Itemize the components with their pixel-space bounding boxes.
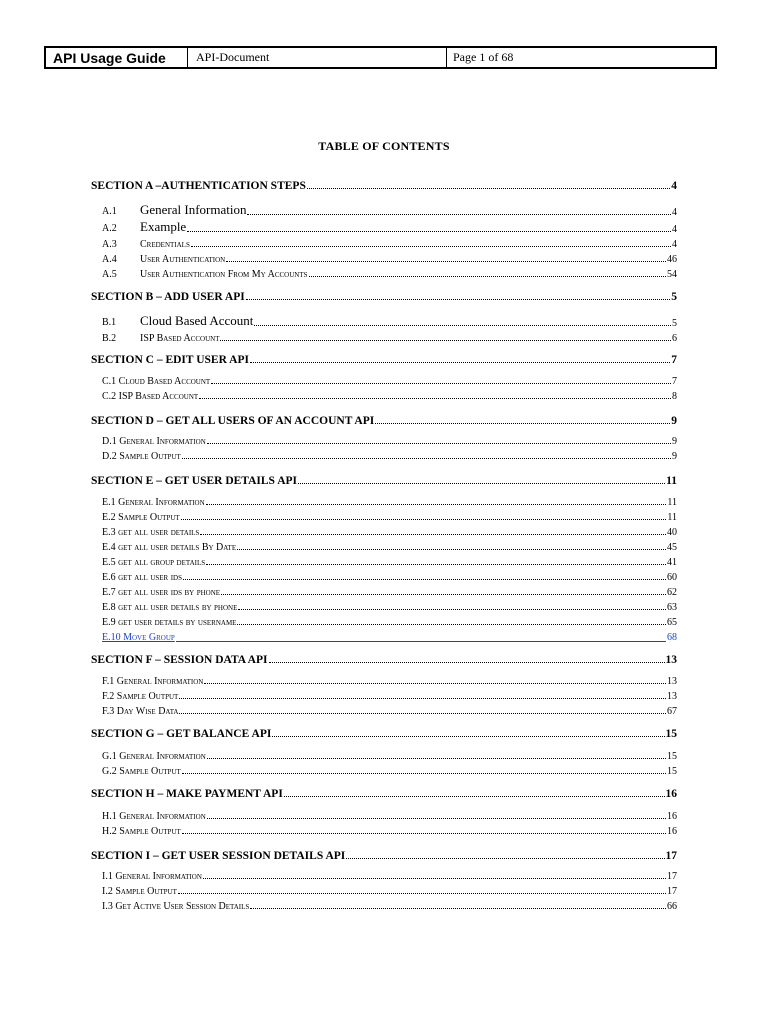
toc-entry-text [102,587,220,598]
toc-section-row[interactable] [91,287,677,303]
toc-entry-text [102,202,246,218]
toc-dot-leader [250,908,666,909]
toc-entry-number: B.2 [102,333,117,344]
toc-section-label: SECTION F – SESSION DATA API [91,654,268,666]
toc-entry-text [102,602,237,613]
toc-entry-row[interactable] [102,763,677,777]
toc-entry-label: D.1 General Information [102,436,206,447]
toc-entry-text [102,376,210,387]
toc-entry-page: 63 [667,602,677,613]
toc-section-page: 13 [665,654,677,666]
toc-section-label: SECTION A –AUTHENTICATION STEPS [91,180,306,192]
toc-entry-page: 54 [667,269,677,280]
toc-entry-text [102,886,177,897]
toc-entry-row[interactable] [102,808,677,822]
toc-entry-row[interactable] [102,266,677,280]
toc-entry-page: 8 [672,391,677,402]
toc-dot-leader [178,893,666,894]
toc-section-row[interactable] [91,846,677,862]
toc-entry-number: A.2 [102,223,117,234]
toc-entry-label: ISP Based Account [140,333,220,344]
toc-entry-number: A.5 [102,269,117,280]
toc-dot-leader [237,549,666,550]
toc-entry-page: 4 [672,224,677,235]
toc-dot-leader [183,579,666,580]
toc-entry-number: B.1 [102,317,117,328]
doc-type: API-Document [188,48,447,67]
toc-entry-label: E.6 get all user ids [102,572,182,583]
toc-section-page: 4 [671,180,677,192]
toc-entry-row[interactable] [102,584,677,598]
toc-entry-row[interactable] [102,509,677,523]
toc-entry-page: 16 [667,826,677,837]
toc-entry-page: 46 [667,254,677,265]
toc-entry-row[interactable] [102,494,677,508]
toc-heading: TABLE OF CONTENTS [318,139,450,153]
toc-section-page: 15 [665,728,677,740]
toc-dot-leader [206,564,666,565]
toc-entry-row[interactable] [102,599,677,613]
toc-entry-text [102,512,180,523]
toc-entry-label: F.3 Day Wise Data [102,706,179,717]
toc-dot-leader [191,246,671,247]
toc-entry-page: 60 [667,572,677,583]
toc-entry-label: E.10 Move Group [102,632,175,643]
toc-entry-label: E.1 General Information [102,497,205,508]
toc-entry-text [102,313,253,329]
toc-dot-leader [211,383,671,384]
toc-section-row[interactable] [91,176,677,192]
toc-entry-page: 4 [672,239,677,250]
toc-section-label: SECTION G – GET BALANCE API [91,728,272,740]
toc-entry-text [102,391,198,402]
toc-entry-text [102,436,206,447]
toc-entry-row[interactable] [102,388,677,402]
toc-dot-leader [179,698,666,699]
toc-entry-row[interactable] [102,448,677,462]
toc-entry-label: C.1 Cloud Based Account [102,376,211,387]
toc-section-page: 7 [671,354,677,366]
toc-entry-row[interactable] [102,433,677,447]
toc-entry-text [102,542,236,553]
toc-dot-leader [309,276,666,277]
toc-entry-row[interactable] [102,868,677,882]
toc-dot-leader [247,214,671,215]
toc-entry-row[interactable] [102,202,677,218]
toc-entry-row[interactable] [102,330,677,344]
toc-dot-leader [269,662,665,663]
toc-section-label: SECTION D – GET ALL USERS OF AN ACCOUNT API [91,415,375,427]
toc-entry-page: 40 [667,527,677,538]
toc-dot-leader [284,796,665,797]
toc-entry-page: 11 [667,497,677,508]
toc-dot-leader [226,261,666,262]
toc-entry-page: 17 [667,886,677,897]
toc-dot-leader [203,878,666,879]
toc-section-page: 5 [671,291,677,303]
toc-entry-label: E.8 get all user details by phone [102,602,238,613]
toc-entry-text [102,239,190,250]
toc-dot-leader [200,534,666,535]
toc-entry-page: 9 [672,451,677,462]
toc-entry-text [102,706,178,717]
toc-entry-text [102,826,181,837]
toc-entry-text [102,527,199,538]
toc-entry-row[interactable] [102,554,677,568]
toc-dot-leader [207,758,666,759]
toc-entry-text [102,451,181,462]
toc-entry-row[interactable] [102,688,677,702]
page-header [44,46,717,69]
toc-entry-number: A.3 [102,239,117,250]
toc-entry-row[interactable] [102,748,677,762]
toc-section-label: SECTION B – ADD USER API [91,291,245,303]
toc-entry-label: H.1 General Information [102,811,206,822]
toc-dot-leader [237,624,666,625]
toc-entry-label: Example [140,219,187,234]
toc-dot-leader [307,188,670,189]
toc-dot-leader [238,609,666,610]
toc-entry-label: I.2 Sample Output [102,886,177,897]
toc-dot-leader [182,458,671,459]
toc-entry-text [102,676,203,687]
toc-entry-text [102,632,175,643]
toc-entry-text [102,219,186,235]
toc-entry-text [102,617,236,628]
toc-entry-page: 5 [672,318,677,329]
toc-entry-text [102,811,206,822]
toc-entry-row[interactable] [102,313,677,329]
toc-section-page: 9 [671,415,677,427]
doc-title: API Usage Guide [46,48,188,67]
toc-entry-page: 15 [667,751,677,762]
toc-dot-leader [199,398,671,399]
toc-entry-label: Cloud Based Account [140,313,254,328]
toc-entry-label: G.2 Sample Output [102,766,181,777]
toc-dot-leader [182,833,666,834]
toc-entry-label: E.5 get all group details [102,557,206,568]
toc-entry-label: F.1 General Information [102,676,204,687]
toc-entry-text [102,497,205,508]
toc-entry-number: A.4 [102,254,117,265]
toc-dot-leader [207,443,671,444]
toc-section-row[interactable] [91,784,677,800]
toc-entry-number: A.1 [102,206,117,217]
toc-entry-label: E.7 get all user ids by phone [102,587,221,598]
toc-dot-leader [346,858,664,859]
toc-section-label: SECTION E – GET USER DETAILS API [91,475,298,487]
toc-entry-text [102,269,308,280]
toc-section-label: SECTION I – GET USER SESSION DETAILS API [91,850,346,862]
toc-dot-leader [182,773,666,774]
toc-entry-page: 65 [667,617,677,628]
toc-section-page: 17 [665,850,677,862]
toc-entry-text [102,691,178,702]
toc-section-page: 16 [665,788,677,800]
toc-dot-leader [375,423,670,424]
toc-entry-page: 16 [667,811,677,822]
toc-dot-leader [221,594,666,595]
toc-dot-leader [187,231,671,232]
toc-section-row[interactable] [91,471,677,487]
toc-entry-page: 7 [672,376,677,387]
toc-entry-row[interactable] [102,823,677,837]
toc-entry-label: I.3 Get Active User Session Details [102,901,250,912]
toc-entry-row[interactable] [102,898,677,912]
toc-entry-page: 62 [667,587,677,598]
toc-entry-page: 11 [667,512,677,523]
page-number: Page 1 of 68 [453,50,514,64]
toc-entry-page: 4 [672,207,677,218]
toc-entry-label: E.9 get user details by username [102,617,237,628]
toc-entry-page: 13 [667,691,677,702]
toc-section-row[interactable] [91,411,677,427]
toc-dot-leader [176,641,666,642]
toc-entry-text [102,901,249,912]
toc-entry-row[interactable] [102,539,677,553]
toc-entry-text [102,871,202,882]
toc-dot-leader [250,362,670,363]
toc-entry-page: 17 [667,871,677,882]
toc-entry-label: E.2 Sample Output [102,512,180,523]
toc-entry-page: 9 [672,436,677,447]
toc-entry-page: 6 [672,333,677,344]
toc-entry-row[interactable] [102,251,677,265]
toc-entry-text [102,751,206,762]
toc-section-page: 11 [666,475,677,487]
toc-entry-text [102,254,225,265]
toc-entry-row[interactable] [102,569,677,583]
toc-dot-leader [254,325,671,326]
toc-entry-label: Credentials [140,239,190,250]
toc-entry-row[interactable] [102,883,677,897]
toc-entry-text [102,572,182,583]
toc-entry-label: G.1 General Information [102,751,206,762]
toc-dot-leader [204,683,666,684]
toc-dot-leader [206,504,667,505]
toc-dot-leader [298,483,665,484]
toc-entry-label: C.2 ISP Based Account [102,391,199,402]
toc-entry-label: H.2 Sample Output [102,826,181,837]
toc-entry-page: 15 [667,766,677,777]
toc-entry-label: D.2 Sample Output [102,451,181,462]
toc-entry-label: I.1 General Information [102,871,202,882]
toc-entry-row[interactable] [102,673,677,687]
toc-entry-page: 45 [667,542,677,553]
toc-entry-row[interactable] [102,629,677,643]
toc-entry-label: User Authentication [140,254,226,265]
toc-entry-row[interactable] [102,236,677,250]
toc-section-row[interactable] [91,724,677,740]
toc-dot-leader [220,340,671,341]
toc-entry-label: User Authentication From My Accounts [140,269,308,280]
toc-entry-row[interactable] [102,219,677,235]
toc-entry-row[interactable] [102,703,677,717]
toc-dot-leader [246,299,671,300]
toc-dot-leader [207,818,666,819]
toc-entry-page: 41 [667,557,677,568]
toc-entry-row[interactable] [102,614,677,628]
toc-dot-leader [272,736,664,737]
toc-entry-label: E.4 get all user details By Date [102,542,237,553]
toc-section-row[interactable] [91,650,677,666]
toc-entry-label: E.3 get all user details [102,527,200,538]
toc-entry-text [102,333,219,344]
toc-entry-page: 67 [667,706,677,717]
toc-dot-leader [181,519,667,520]
toc-entry-text [102,557,205,568]
toc-entry-text [102,766,181,777]
toc-section-row[interactable] [91,350,677,366]
toc-dot-leader [179,713,666,714]
toc-entry-page: 66 [667,901,677,912]
toc-entry-row[interactable] [102,373,677,387]
toc-entry-label: F.2 Sample Output [102,691,179,702]
toc-section-label: SECTION H – MAKE PAYMENT API [91,788,283,800]
toc-entry-page: 68 [667,632,677,643]
toc-section-label: SECTION C – EDIT USER API [91,354,249,366]
toc-entry-page: 13 [667,676,677,687]
toc-entry-row[interactable] [102,524,677,538]
toc-entry-label: General Information [140,202,247,217]
